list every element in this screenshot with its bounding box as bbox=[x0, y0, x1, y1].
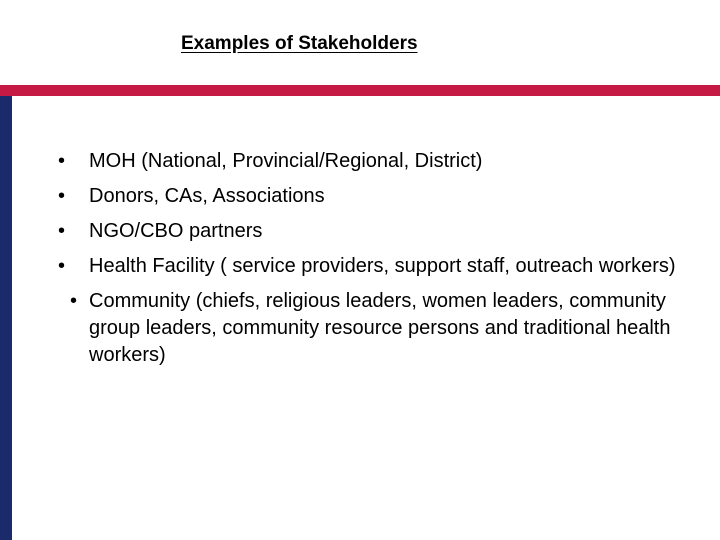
stakeholder-list bbox=[0, 148, 720, 369]
list-item bbox=[0, 253, 699, 280]
list-item bbox=[0, 218, 699, 245]
accent-bar bbox=[0, 85, 720, 96]
list-item-text: MOH (National, Provincial/Regional, District) bbox=[89, 150, 483, 172]
list-item-text: Community (chiefs, religious leaders, women leaders, community group leaders, community resource persons and traditional health workers) bbox=[89, 290, 671, 366]
bullet-icon: • bbox=[58, 255, 66, 277]
bullet-icon: • bbox=[70, 290, 78, 312]
list-item bbox=[0, 183, 699, 210]
list-item bbox=[0, 288, 689, 369]
list-item-text: Donors, CAs, Associations bbox=[89, 185, 325, 207]
bullet-icon: • bbox=[58, 185, 66, 207]
slide-title: Examples of Stakeholders bbox=[181, 33, 418, 54]
list-item-text: Health Facility ( service providers, support staff, outreach workers) bbox=[89, 255, 676, 277]
bullet-icon: • bbox=[58, 150, 66, 172]
list-item bbox=[0, 148, 699, 175]
list-item-text: NGO/CBO partners bbox=[89, 220, 263, 242]
bullet-icon: • bbox=[58, 220, 66, 242]
